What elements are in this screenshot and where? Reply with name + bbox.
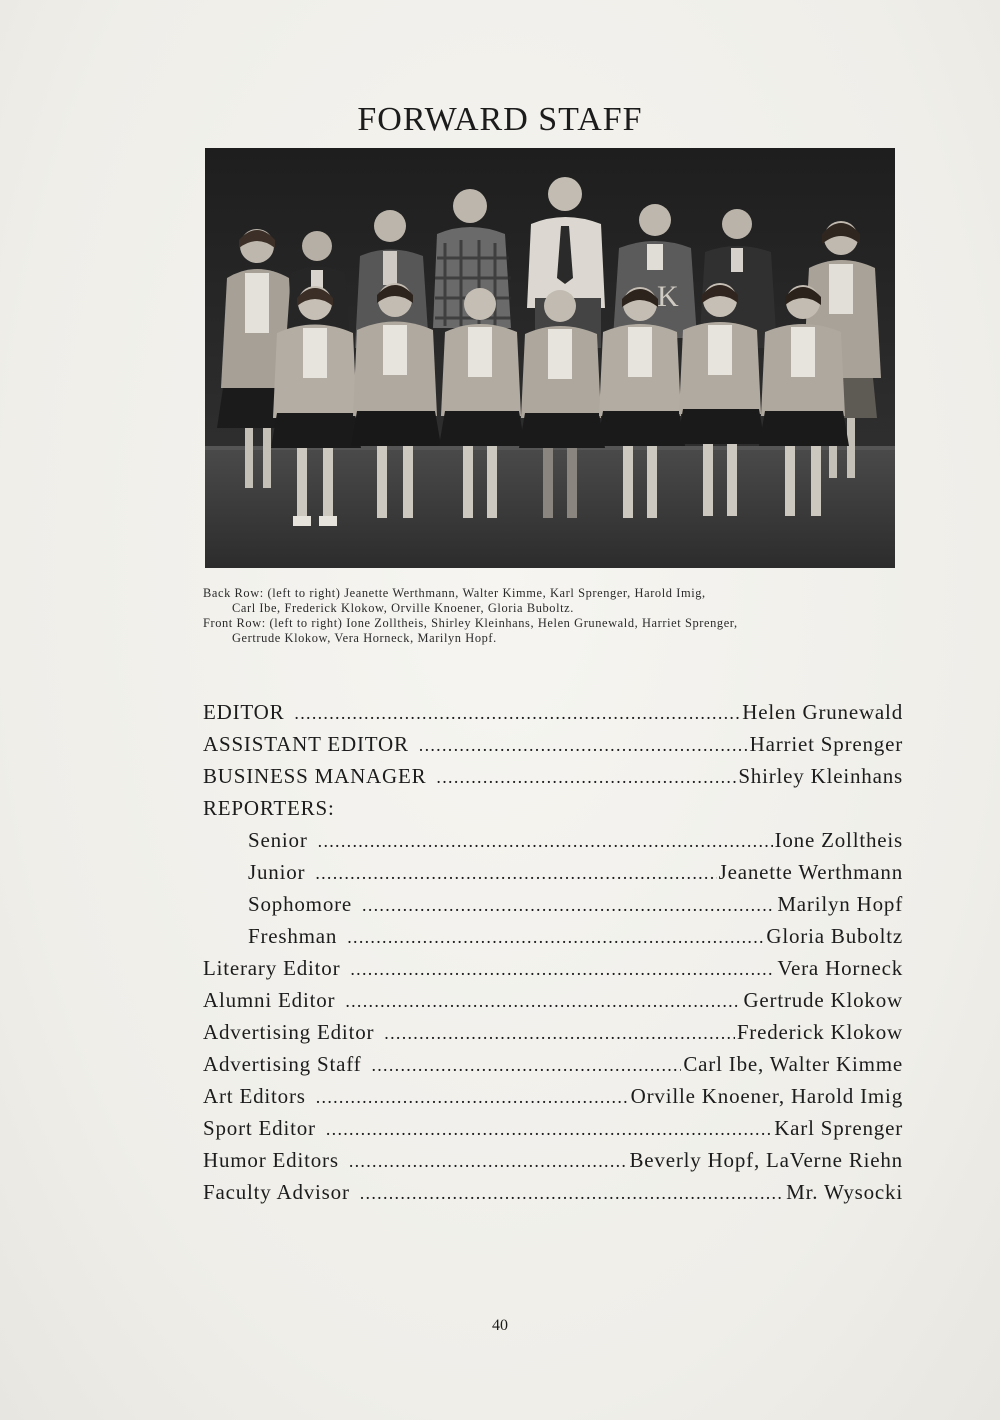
staff-row-sophomore	[203, 892, 903, 924]
staff-row-art-editors	[203, 1084, 903, 1116]
svg-text:K: K	[657, 280, 679, 313]
staff-name: Harriet Sprenger	[749, 732, 903, 756]
staff-role: Art Editors	[203, 1084, 306, 1108]
leader-dots	[345, 991, 741, 1012]
staff-row-assistant-editor	[203, 732, 903, 764]
staff-role: Alumni Editor	[203, 988, 336, 1012]
leader-dots	[362, 895, 775, 916]
staff-role: Junior	[248, 860, 306, 884]
staff-name: Helen Grunewald	[742, 700, 903, 724]
staff-role: Advertising Editor	[203, 1020, 375, 1044]
staff-group-photo	[205, 148, 895, 568]
staff-row-business-manager	[203, 764, 903, 796]
leader-dots	[349, 1151, 628, 1172]
staff-name: Mr. Wysocki	[786, 1180, 903, 1204]
leader-dots	[316, 1087, 629, 1108]
staff-row-humor-editors	[203, 1148, 903, 1180]
leader-dots	[294, 703, 740, 724]
staff-name: Carl Ibe, Walter Kimme	[683, 1052, 903, 1076]
caption-front-row-line-1: Front Row: (left to right) Ione Zolltheis, Shirley Kleinhans, Helen Grunewald, Harriet Sprenger,	[203, 616, 738, 630]
staff-row-advertising-editor	[203, 1020, 903, 1052]
staff-role: Humor Editors	[203, 1148, 339, 1172]
staff-row-editor	[203, 700, 903, 732]
staff-name: Beverly Hopf, LaVerne Riehn	[629, 1148, 903, 1172]
staff-role: Senior	[248, 828, 308, 852]
staff-name: Jeanette Werthmann	[718, 860, 903, 884]
staff-role: BUSINESS MANAGER	[203, 764, 427, 788]
leader-dots	[384, 1023, 735, 1044]
staff-list	[203, 700, 903, 1212]
staff-name: Shirley Kleinhans	[738, 764, 903, 788]
leader-dots	[436, 767, 736, 788]
staff-section-heading: REPORTERS:	[203, 796, 335, 820]
staff-role: Sophomore	[248, 892, 353, 916]
staff-row-advertising-staff	[203, 1052, 903, 1084]
staff-name: Ione Zolltheis	[774, 828, 903, 852]
leader-dots	[350, 959, 775, 980]
staff-row-freshman	[203, 924, 903, 956]
leader-dots	[371, 1055, 681, 1076]
staff-row-senior	[203, 828, 903, 860]
staff-row-literary-editor	[203, 956, 903, 988]
staff-name: Frederick Klokow	[736, 1020, 903, 1044]
leader-dots	[360, 1183, 784, 1204]
staff-role: ASSISTANT EDITOR	[203, 732, 409, 756]
leader-dots	[419, 735, 748, 756]
caption-back-row-line-2: Carl Ibe, Frederick Klokow, Orville Knoener, Gloria Buboltz.	[232, 601, 574, 615]
leader-dots	[315, 863, 716, 884]
photo-caption	[203, 586, 903, 646]
caption-front-row-line-2: Gertrude Klokow, Vera Horneck, Marilyn Hopf.	[232, 631, 497, 645]
staff-row-reporters-heading	[203, 796, 903, 828]
staff-role: Sport Editor	[203, 1116, 316, 1140]
leader-dots	[326, 1119, 772, 1140]
staff-row-sport-editor	[203, 1116, 903, 1148]
staff-name: Vera Horneck	[777, 956, 903, 980]
staff-role: Literary Editor	[203, 956, 341, 980]
page-number: 40	[492, 1317, 508, 1334]
staff-name: Karl Sprenger	[774, 1116, 903, 1140]
staff-role: Advertising Staff	[203, 1052, 362, 1076]
staff-role: Faculty Advisor	[203, 1180, 350, 1204]
staff-name: Gertrude Klokow	[743, 988, 903, 1012]
staff-row-faculty-advisor	[203, 1180, 903, 1212]
page-title: FORWARD STAFF	[357, 100, 643, 138]
staff-name: Marilyn Hopf	[777, 892, 903, 916]
staff-row-alumni-editor	[203, 988, 903, 1020]
staff-name: Orville Knoener, Harold Imig	[630, 1084, 903, 1108]
leader-dots	[318, 831, 773, 852]
caption-back-row-line-1: Back Row: (left to right) Jeanette Werthmann, Walter Kimme, Karl Sprenger, Harold Imig,	[203, 586, 706, 600]
staff-role: EDITOR	[203, 700, 285, 724]
staff-name: Gloria Buboltz	[766, 924, 903, 948]
leader-dots	[347, 927, 764, 948]
staff-row-junior	[203, 860, 903, 892]
staff-role: Freshman	[248, 924, 338, 948]
